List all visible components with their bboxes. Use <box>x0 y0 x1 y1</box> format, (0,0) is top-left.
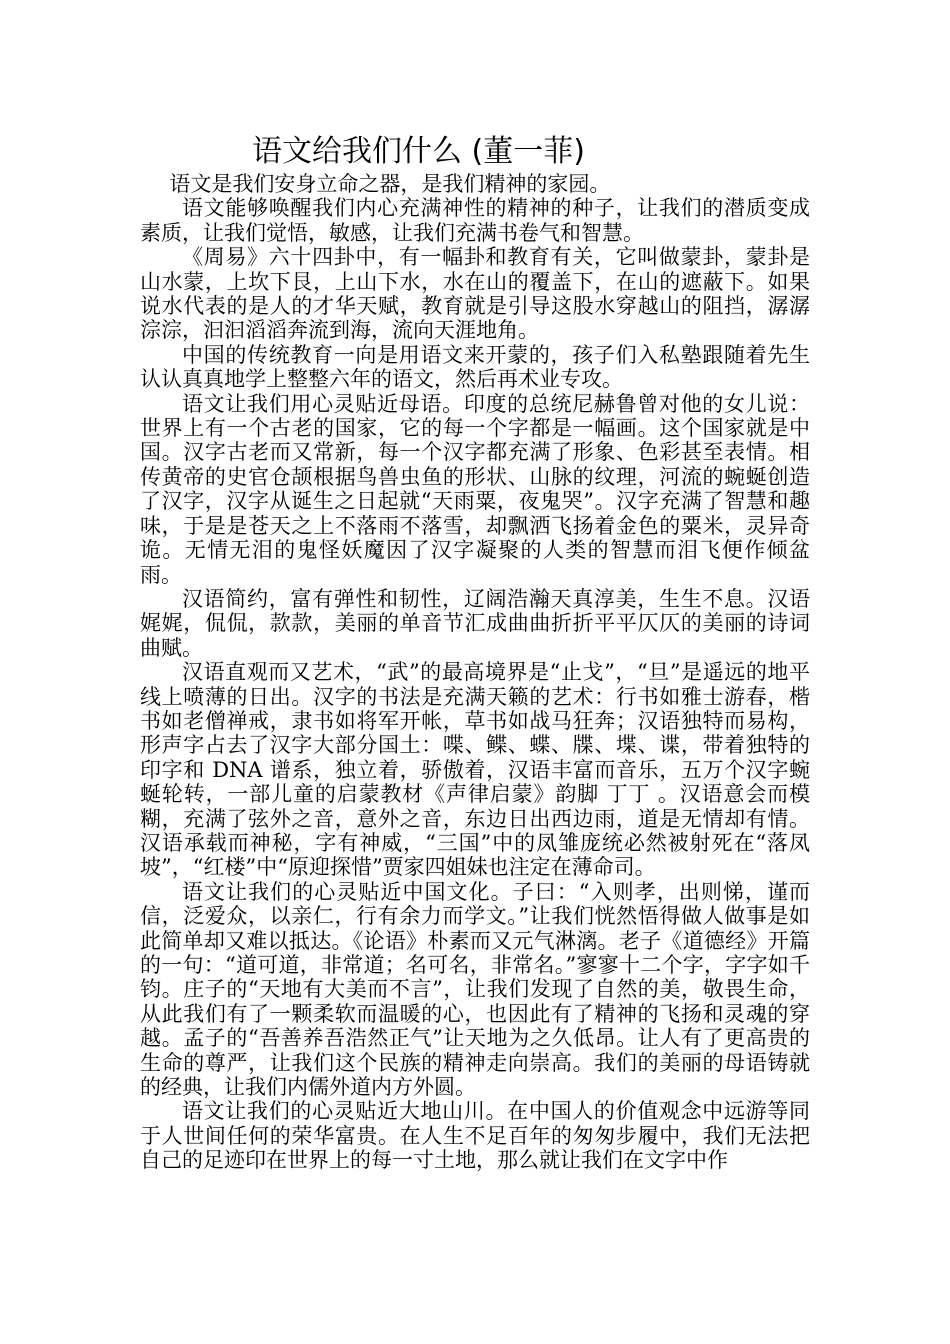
paragraph: 汉语简约，富有弹性和韧性，辽阔浩瀚天真淳美，生生不息。汉语娓娓，侃侃，款款，美丽的单音节汇成曲曲折折平平仄仄的美丽的诗词曲赋。 <box>140 586 810 660</box>
paragraph: 语文是我们安身立命之器，是我们精神的家园。 <box>169 172 611 196</box>
paragraph: 语文让我们的心灵贴近大地山川。在中国人的价值观念中远游等同于人世间任何的荣华富贵。在人生不足百年的匆匆步履中，我们无法把自己的足迹印在世界上的每一寸土地，那么就让我们在文字中作 <box>140 1099 810 1173</box>
paragraph: 语文让我们用心灵贴近母语。印度的总统尼赫鲁曾对他的女儿说：世界上有一个古老的国家，它的每一个字都是一幅画。这个国家就是中国。汉字古老而又常新，每一个汉字都充满了形象、色彩甚至表情。相传黄帝的史官仓颉根据鸟兽虫鱼的形状、山脉的纹理，河流的蜿蜒创造了汉字，汉字从诞生之日起就“天雨粟，夜鬼哭”。汉字充满了智慧和趣味，于是是苍天之上不落雨不落雪，却飘洒飞扬着金色的粟米，灵异奇诡。无情无泪的鬼怪妖魔因了汉字凝聚的人类的智慧而泪飞便作倾盆雨。 <box>140 391 810 587</box>
paragraph: 《周易》六十四卦中，有一幅卦和教育有关，它叫做蒙卦，蒙卦是山水蒙，上坎下艮，上山下水，水在山的覆盖下，在山的遮蔽下。如果说水代表的是人的才华天赋，教育就是引导这股水穿越山的阻挡，潺潺淙淙，汩汩滔滔奔流到海，流向天涯地角。 <box>140 245 810 343</box>
paragraph: 汉语直观而又艺术，“武”的最高境界是“止戈”，“旦”是遥远的地平线上喷薄的日出。汉字的书法是充满天籁的艺术：行书如雅士游春，楷书如老僧禅戒，隶书如将军开帐，草书如战马狂奔；汉语独特而易构，形声字占去了汉字大部分国土：喋、鲽、蝶、牒、堞、谍，带着独特的印字和 DNA 谱系，独立着，骄傲着，汉语丰富而音乐，五万个汉字蜿蜒轮转，一部儿童的启蒙教材《声律启蒙》韵脚 丁丁 。汉语意会而模糊，充满了弦外之音，意外之音，东边日出西边雨，道是无情却有情。汉语承载而神秘，字有神威，“三国”中的凤雏庞统必然被射死在“落凤坡”，“红楼”中“原迎探惜”贾家四姐妹也注定在薄命司。 <box>140 660 810 880</box>
document-title: 语文给我们什么 (董一菲) <box>252 134 585 169</box>
paragraph: 语文能够唤醒我们内心充满神性的精神的种子，让我们的潜质变成素质，让我们觉悟，敏感，让我们充满书卷气和智慧。 <box>140 196 810 245</box>
paragraph: 中国的传统教育一向是用语文来开蒙的，孩子们入私塾跟随着先生认认真真地学上整整六年的语文，然后再术业专攻。 <box>140 342 810 392</box>
document-body <box>140 172 810 1173</box>
paragraph: 语文让我们的心灵贴近中国文化。子曰：“入则孝，出则悌，谨而信，泛爱众，以亲仁，行有余力而学文。”让我们恍然悟得做人做事是如此简单却又难以抵达。《论语》朴素而又元气淋漓。老子《道德经》开篇的一句：“道可道，非常道；名可名，非常名。”寥寥十二个字，字字如千钧。庄子的“天地有大美而不言”，让我们发现了自然的美，敬畏生命，从此我们有了一颗柔软而温暖的心，也因此有了精神的飞扬和灵魂的穿越。孟子的“吾善养吾浩然正气”让天地为之久低昂。让人有了更高贵的生命的尊严，让我们这个民族的精神走向崇高。我们的美丽的母语铸就的经典，让我们内儒外道内方外圆。 <box>140 879 810 1100</box>
